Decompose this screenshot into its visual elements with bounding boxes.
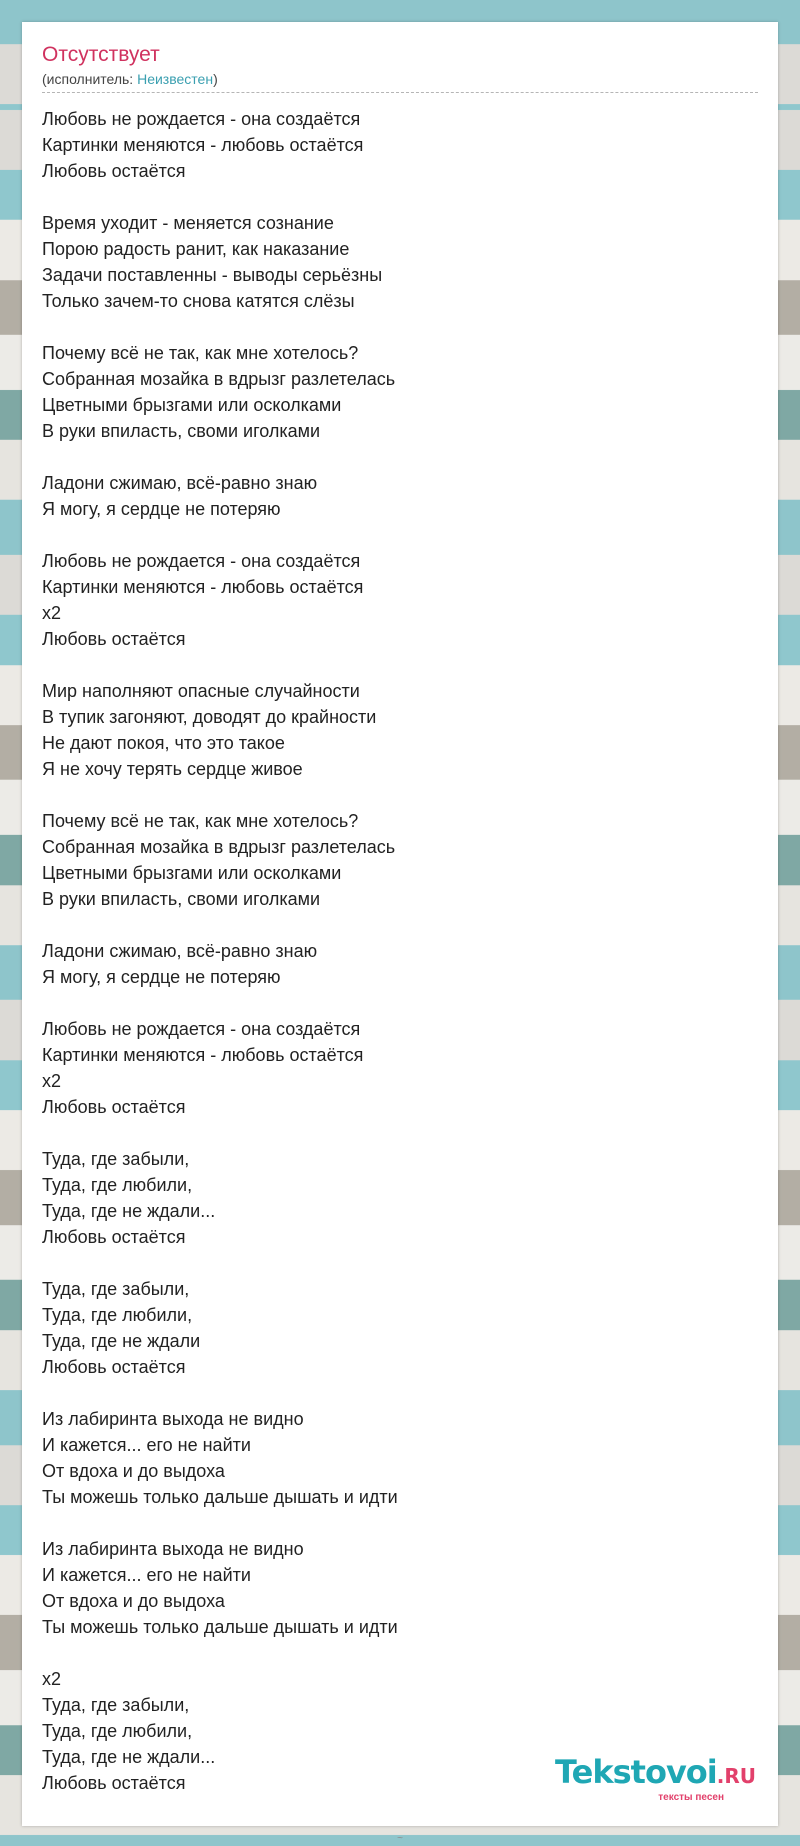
lyric-line: Время уходит - меняется сознание: [42, 213, 334, 233]
lyrics-stanza: [42, 678, 758, 782]
lyric-line: x2: [42, 1071, 62, 1091]
lyric-line: В тупик загоняют, доводят до крайности: [42, 707, 377, 727]
lyric-line: Туда, где забыли,: [42, 1279, 190, 1299]
performer-suffix: ): [213, 71, 218, 87]
lyrics-stanza: [42, 1406, 758, 1510]
lyric-line: Туда, где не ждали: [42, 1331, 201, 1351]
performer-link[interactable]: Неизвестен: [137, 71, 214, 87]
lyric-line: И кажется... его не найти: [42, 1435, 251, 1455]
lyrics-stanza: [42, 548, 758, 652]
lyric-line: Любовь остаётся: [42, 1097, 186, 1117]
lyric-line: Ты можешь только дальше дышать и идти: [42, 1487, 398, 1507]
logo-tld: .RU: [716, 1764, 756, 1788]
lyric-line: Собранная мозайка в вдрызг разлетелась: [42, 837, 396, 857]
lyric-line: Любовь остаётся: [42, 1773, 186, 1793]
lyric-line: В руки впиласть, своми иголками: [42, 421, 321, 441]
lyrics-body: [42, 106, 758, 1822]
lyric-line: Любовь остаётся: [42, 629, 186, 649]
lyric-line: Любовь остаётся: [42, 1357, 186, 1377]
lyrics-stanza: [42, 210, 758, 314]
lyric-line: Порою радость ранит, как наказание: [42, 239, 350, 259]
lyric-line: Любовь не рождается - она создаётся: [42, 109, 361, 129]
lyrics-stanza: [42, 106, 758, 184]
lyric-line: Не дают покоя, что это такое: [42, 733, 285, 753]
song-header: [42, 42, 758, 88]
lyrics-stanza: [42, 1276, 758, 1380]
song-title: Отсутствует: [42, 43, 160, 66]
lyric-line: Цветными брызгами или осколками: [42, 395, 342, 415]
lyric-line: Почему всё не так, как мне хотелось?: [42, 343, 359, 363]
lyric-line: x2: [42, 603, 62, 623]
lyrics-card: [22, 22, 778, 1826]
lyrics-stanza: [42, 470, 758, 522]
lyric-line: Туда, где любили,: [42, 1721, 193, 1741]
lyric-line: От вдоха и до выдоха: [42, 1591, 225, 1611]
lyric-line: Ладони сжимаю, всё-равно знаю: [42, 941, 318, 961]
performer-line: [42, 70, 758, 88]
lyrics-stanza: [42, 1146, 758, 1250]
lyric-line: Туда, где не ждали...: [42, 1747, 216, 1767]
lyric-line: x2: [42, 1669, 62, 1689]
lyric-line: Туда, где любили,: [42, 1305, 193, 1325]
lyric-line: Из лабиринта выхода не видно: [42, 1409, 304, 1429]
lyrics-stanza: [42, 1016, 758, 1120]
lyric-line: Картинки меняются - любовь остаётся: [42, 577, 364, 597]
logo-tagline: тексты песен: [658, 1792, 724, 1803]
lyric-line: Любовь остаётся: [42, 161, 186, 181]
lyrics-stanza: [42, 1536, 758, 1640]
footer-marker: ~: [397, 1833, 403, 1844]
lyric-line: Туда, где не ждали...: [42, 1201, 216, 1221]
lyric-line: Только зачем-то снова катятся слёзы: [42, 291, 355, 311]
lyric-line: Я могу, я сердце не потеряю: [42, 967, 281, 987]
lyric-line: Собранная мозайка в вдрызг разлетелась: [42, 369, 396, 389]
lyrics-stanza: [42, 808, 758, 912]
lyric-line: Любовь не рождается - она создаётся: [42, 551, 361, 571]
lyric-line: Туда, где забыли,: [42, 1149, 190, 1169]
lyric-line: Я не хочу терять сердце живое: [42, 759, 303, 779]
lyric-line: Почему всё не так, как мне хотелось?: [42, 811, 359, 831]
logo-name: Tekstovoi: [555, 1753, 717, 1791]
lyric-line: Ладони сжимаю, всё-равно знаю: [42, 473, 318, 493]
lyric-line: Цветными брызгами или осколками: [42, 863, 342, 883]
site-logo[interactable]: [555, 1753, 756, 1804]
lyric-line: Картинки меняются - любовь остаётся: [42, 1045, 364, 1065]
lyric-line: Мир наполняют опасные случайности: [42, 681, 360, 701]
lyric-line: Любовь не рождается - она создаётся: [42, 1019, 361, 1039]
lyrics-stanza: [42, 938, 758, 990]
lyric-line: В руки впиласть, своми иголками: [42, 889, 321, 909]
lyric-line: Туда, где забыли,: [42, 1695, 190, 1715]
lyric-line: От вдоха и до выдоха: [42, 1461, 225, 1481]
lyric-line: Задачи поставленны - выводы серьёзны: [42, 265, 383, 285]
performer-prefix: (исполнитель:: [42, 71, 138, 87]
lyric-line: Я могу, я сердце не потеряю: [42, 499, 281, 519]
lyric-line: Из лабиринта выхода не видно: [42, 1539, 304, 1559]
lyric-line: Туда, где любили,: [42, 1175, 193, 1195]
lyric-line: Картинки меняются - любовь остаётся: [42, 135, 364, 155]
lyric-line: И кажется... его не найти: [42, 1565, 251, 1585]
header-divider: [42, 92, 758, 93]
lyric-line: Любовь остаётся: [42, 1227, 186, 1247]
lyric-line: Ты можешь только дальше дышать и идти: [42, 1617, 398, 1637]
lyrics-stanza: [42, 340, 758, 444]
